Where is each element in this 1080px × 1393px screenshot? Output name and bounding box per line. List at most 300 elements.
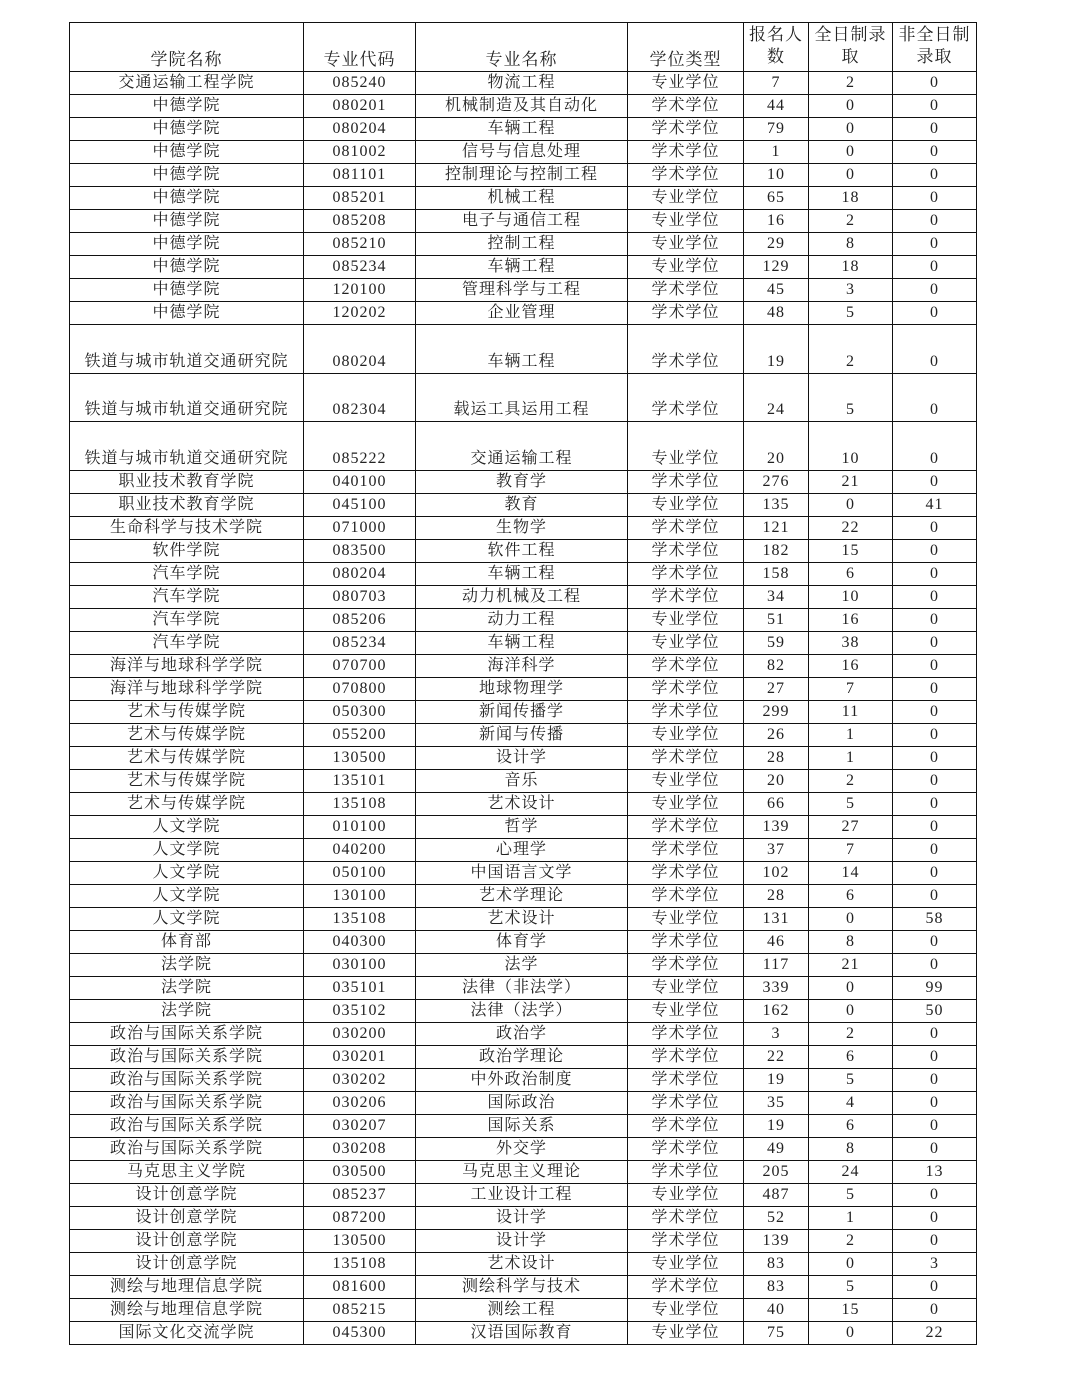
cell-major-name: 音乐 — [416, 769, 628, 792]
cell-parttime-admitted: 22 — [893, 1321, 977, 1344]
cell-parttime-admitted: 0 — [893, 1298, 977, 1321]
cell-parttime-admitted: 0 — [893, 95, 977, 118]
cell-fulltime-admitted: 14 — [809, 861, 893, 884]
cell-fulltime-admitted: 0 — [809, 95, 893, 118]
cell-fulltime-admitted: 8 — [809, 930, 893, 953]
cell-fulltime-admitted: 0 — [809, 907, 893, 930]
cell-fulltime-admitted: 5 — [809, 792, 893, 815]
cell-degree-type: 专业学位 — [628, 1252, 744, 1275]
cell-parttime-admitted: 0 — [893, 470, 977, 493]
header-degree-type: 学位类型 — [628, 23, 744, 72]
cell-college: 中德学院 — [70, 233, 304, 256]
cell-degree-type: 学术学位 — [628, 953, 744, 976]
cell-applicants: 45 — [744, 279, 809, 302]
cell-applicants: 52 — [744, 1206, 809, 1229]
cell-college: 中德学院 — [70, 141, 304, 164]
cell-major-code: 030206 — [304, 1091, 416, 1114]
cell-degree-type: 学术学位 — [628, 373, 744, 422]
cell-parttime-admitted: 0 — [893, 256, 977, 279]
cell-degree-type: 专业学位 — [628, 493, 744, 516]
cell-fulltime-admitted: 18 — [809, 256, 893, 279]
cell-parttime-admitted: 0 — [893, 72, 977, 95]
cell-parttime-admitted: 0 — [893, 838, 977, 861]
cell-degree-type: 学术学位 — [628, 118, 744, 141]
cell-degree-type: 专业学位 — [628, 976, 744, 999]
cell-applicants: 37 — [744, 838, 809, 861]
cell-fulltime-admitted: 0 — [809, 493, 893, 516]
table-row — [70, 373, 977, 422]
cell-college: 艺术与传媒学院 — [70, 769, 304, 792]
cell-major-code: 120100 — [304, 279, 416, 302]
cell-applicants: 20 — [744, 769, 809, 792]
cell-college: 人文学院 — [70, 815, 304, 838]
cell-fulltime-admitted: 6 — [809, 884, 893, 907]
cell-major-code: 120202 — [304, 302, 416, 325]
cell-applicants: 44 — [744, 95, 809, 118]
cell-major-code: 030202 — [304, 1068, 416, 1091]
cell-major-name: 控制理论与控制工程 — [416, 164, 628, 187]
table-row — [70, 141, 977, 164]
cell-major-code: 135108 — [304, 792, 416, 815]
cell-parttime-admitted: 0 — [893, 1045, 977, 1068]
header-major-name: 专业名称 — [416, 23, 628, 72]
cell-applicants: 19 — [744, 325, 809, 374]
cell-degree-type: 专业学位 — [628, 1183, 744, 1206]
cell-major-name: 物流工程 — [416, 72, 628, 95]
cell-fulltime-admitted: 0 — [809, 164, 893, 187]
cell-major-name: 交通运输工程 — [416, 422, 628, 471]
cell-fulltime-admitted: 7 — [809, 838, 893, 861]
cell-degree-type: 学术学位 — [628, 585, 744, 608]
table-row — [70, 256, 977, 279]
cell-fulltime-admitted: 5 — [809, 1183, 893, 1206]
cell-college: 测绘与地理信息学院 — [70, 1298, 304, 1321]
table-row — [70, 1160, 977, 1183]
cell-applicants: 121 — [744, 516, 809, 539]
cell-fulltime-admitted: 8 — [809, 233, 893, 256]
cell-applicants: 49 — [744, 1137, 809, 1160]
cell-applicants: 48 — [744, 302, 809, 325]
table-row — [70, 279, 977, 302]
cell-major-name: 法学 — [416, 953, 628, 976]
cell-major-name: 教育学 — [416, 470, 628, 493]
cell-applicants: 82 — [744, 654, 809, 677]
cell-college: 设计创意学院 — [70, 1206, 304, 1229]
cell-degree-type: 专业学位 — [628, 187, 744, 210]
cell-degree-type: 学术学位 — [628, 95, 744, 118]
cell-major-name: 外交学 — [416, 1137, 628, 1160]
cell-degree-type: 专业学位 — [628, 769, 744, 792]
cell-major-name: 国际关系 — [416, 1114, 628, 1137]
cell-parttime-admitted: 0 — [893, 1114, 977, 1137]
cell-degree-type: 学术学位 — [628, 1206, 744, 1229]
cell-college: 中德学院 — [70, 164, 304, 187]
cell-degree-type: 专业学位 — [628, 907, 744, 930]
cell-applicants: 75 — [744, 1321, 809, 1344]
cell-parttime-admitted: 58 — [893, 907, 977, 930]
cell-fulltime-admitted: 0 — [809, 141, 893, 164]
cell-major-name: 艺术设计 — [416, 1252, 628, 1275]
cell-parttime-admitted: 0 — [893, 279, 977, 302]
cell-parttime-admitted: 0 — [893, 210, 977, 233]
cell-major-name: 电子与通信工程 — [416, 210, 628, 233]
cell-college: 生命科学与技术学院 — [70, 516, 304, 539]
cell-degree-type: 学术学位 — [628, 654, 744, 677]
table-row — [70, 861, 977, 884]
cell-college: 人文学院 — [70, 838, 304, 861]
cell-fulltime-admitted: 5 — [809, 1275, 893, 1298]
cell-parttime-admitted: 0 — [893, 1022, 977, 1045]
table-row — [70, 792, 977, 815]
cell-degree-type: 学术学位 — [628, 539, 744, 562]
cell-degree-type: 学术学位 — [628, 677, 744, 700]
cell-degree-type: 学术学位 — [628, 1275, 744, 1298]
table-row — [70, 325, 977, 374]
table-row — [70, 930, 977, 953]
cell-college: 汽车学院 — [70, 562, 304, 585]
cell-major-code: 085206 — [304, 608, 416, 631]
table-row — [70, 1137, 977, 1160]
cell-college: 铁道与城市轨道交通研究院 — [70, 325, 304, 374]
cell-degree-type: 学术学位 — [628, 1160, 744, 1183]
cell-college: 汽车学院 — [70, 608, 304, 631]
cell-degree-type: 学术学位 — [628, 1137, 744, 1160]
cell-major-code: 085240 — [304, 72, 416, 95]
cell-applicants: 131 — [744, 907, 809, 930]
cell-college: 政治与国际关系学院 — [70, 1091, 304, 1114]
cell-major-name: 中外政治制度 — [416, 1068, 628, 1091]
cell-fulltime-admitted: 18 — [809, 187, 893, 210]
cell-major-name: 载运工具运用工程 — [416, 373, 628, 422]
cell-major-name: 法律（法学） — [416, 999, 628, 1022]
table-row — [70, 1183, 977, 1206]
cell-major-name: 机械制造及其自动化 — [416, 95, 628, 118]
cell-applicants: 139 — [744, 815, 809, 838]
cell-major-name: 教育 — [416, 493, 628, 516]
header-row — [70, 23, 977, 72]
cell-major-code: 135108 — [304, 907, 416, 930]
cell-fulltime-admitted: 38 — [809, 631, 893, 654]
cell-applicants: 487 — [744, 1183, 809, 1206]
cell-parttime-admitted: 0 — [893, 141, 977, 164]
table-row — [70, 118, 977, 141]
cell-applicants: 22 — [744, 1045, 809, 1068]
cell-fulltime-admitted: 22 — [809, 516, 893, 539]
cell-fulltime-admitted: 6 — [809, 1114, 893, 1137]
cell-parttime-admitted: 0 — [893, 1229, 977, 1252]
cell-applicants: 158 — [744, 562, 809, 585]
table-row — [70, 95, 977, 118]
cell-parttime-admitted: 0 — [893, 118, 977, 141]
cell-major-name: 动力机械及工程 — [416, 585, 628, 608]
cell-major-code: 080204 — [304, 118, 416, 141]
cell-fulltime-admitted: 16 — [809, 654, 893, 677]
cell-major-name: 设计学 — [416, 1206, 628, 1229]
cell-college: 中德学院 — [70, 302, 304, 325]
cell-major-name: 软件工程 — [416, 539, 628, 562]
cell-degree-type: 学术学位 — [628, 516, 744, 539]
table-row — [70, 723, 977, 746]
cell-fulltime-admitted: 0 — [809, 976, 893, 999]
cell-applicants: 102 — [744, 861, 809, 884]
table-row — [70, 700, 977, 723]
cell-parttime-admitted: 99 — [893, 976, 977, 999]
cell-applicants: 28 — [744, 746, 809, 769]
cell-parttime-admitted: 0 — [893, 562, 977, 585]
cell-college: 人文学院 — [70, 884, 304, 907]
cell-college: 法学院 — [70, 999, 304, 1022]
cell-fulltime-admitted: 2 — [809, 210, 893, 233]
cell-major-name: 国际政治 — [416, 1091, 628, 1114]
cell-degree-type: 学术学位 — [628, 838, 744, 861]
cell-parttime-admitted: 0 — [893, 884, 977, 907]
cell-fulltime-admitted: 7 — [809, 677, 893, 700]
cell-degree-type: 学术学位 — [628, 1022, 744, 1045]
cell-applicants: 46 — [744, 930, 809, 953]
cell-major-code: 030201 — [304, 1045, 416, 1068]
table-row — [70, 1252, 977, 1275]
cell-major-code: 035101 — [304, 976, 416, 999]
cell-fulltime-admitted: 3 — [809, 279, 893, 302]
cell-degree-type: 学术学位 — [628, 815, 744, 838]
cell-applicants: 19 — [744, 1068, 809, 1091]
header-college: 学院名称 — [70, 23, 304, 72]
cell-parttime-admitted: 0 — [893, 608, 977, 631]
cell-applicants: 51 — [744, 608, 809, 631]
cell-college: 体育部 — [70, 930, 304, 953]
cell-applicants: 59 — [744, 631, 809, 654]
cell-degree-type: 专业学位 — [628, 1298, 744, 1321]
cell-applicants: 28 — [744, 884, 809, 907]
table-row — [70, 233, 977, 256]
table-row — [70, 1022, 977, 1045]
cell-major-name: 测绘工程 — [416, 1298, 628, 1321]
cell-fulltime-admitted: 2 — [809, 1229, 893, 1252]
cell-major-name: 新闻与传播 — [416, 723, 628, 746]
cell-degree-type: 学术学位 — [628, 325, 744, 374]
cell-major-name: 生物学 — [416, 516, 628, 539]
cell-fulltime-admitted: 11 — [809, 700, 893, 723]
cell-college: 设计创意学院 — [70, 1252, 304, 1275]
cell-major-code: 085215 — [304, 1298, 416, 1321]
cell-degree-type: 学术学位 — [628, 930, 744, 953]
table-row — [70, 1045, 977, 1068]
cell-degree-type: 专业学位 — [628, 233, 744, 256]
cell-college: 政治与国际关系学院 — [70, 1068, 304, 1091]
cell-parttime-admitted: 3 — [893, 1252, 977, 1275]
cell-degree-type: 专业学位 — [628, 1321, 744, 1344]
cell-parttime-admitted: 0 — [893, 325, 977, 374]
cell-applicants: 16 — [744, 210, 809, 233]
cell-major-code: 080204 — [304, 562, 416, 585]
cell-parttime-admitted: 0 — [893, 631, 977, 654]
cell-major-code: 050300 — [304, 700, 416, 723]
cell-major-name: 政治学理论 — [416, 1045, 628, 1068]
cell-parttime-admitted: 0 — [893, 373, 977, 422]
cell-fulltime-admitted: 8 — [809, 1137, 893, 1160]
cell-fulltime-admitted: 6 — [809, 562, 893, 585]
cell-major-name: 艺术设计 — [416, 907, 628, 930]
cell-major-name: 地球物理学 — [416, 677, 628, 700]
cell-parttime-admitted: 0 — [893, 769, 977, 792]
cell-college: 政治与国际关系学院 — [70, 1137, 304, 1160]
cell-major-code: 050100 — [304, 861, 416, 884]
table-row — [70, 1229, 977, 1252]
cell-applicants: 83 — [744, 1275, 809, 1298]
cell-applicants: 83 — [744, 1252, 809, 1275]
cell-applicants: 182 — [744, 539, 809, 562]
cell-parttime-admitted: 0 — [893, 700, 977, 723]
cell-fulltime-admitted: 21 — [809, 953, 893, 976]
cell-major-code: 045100 — [304, 493, 416, 516]
cell-major-name: 控制工程 — [416, 233, 628, 256]
cell-fulltime-admitted: 5 — [809, 1068, 893, 1091]
cell-applicants: 276 — [744, 470, 809, 493]
cell-major-name: 艺术设计 — [416, 792, 628, 815]
cell-degree-type: 专业学位 — [628, 608, 744, 631]
table-row — [70, 1275, 977, 1298]
cell-college: 政治与国际关系学院 — [70, 1045, 304, 1068]
cell-applicants: 34 — [744, 585, 809, 608]
cell-parttime-admitted: 0 — [893, 422, 977, 471]
cell-college: 铁道与城市轨道交通研究院 — [70, 373, 304, 422]
cell-parttime-admitted: 0 — [893, 861, 977, 884]
cell-major-code: 135108 — [304, 1252, 416, 1275]
cell-fulltime-admitted: 0 — [809, 118, 893, 141]
cell-fulltime-admitted: 4 — [809, 1091, 893, 1114]
table-row — [70, 953, 977, 976]
cell-degree-type: 专业学位 — [628, 210, 744, 233]
cell-degree-type: 学术学位 — [628, 1091, 744, 1114]
cell-degree-type: 学术学位 — [628, 1229, 744, 1252]
cell-major-name: 哲学 — [416, 815, 628, 838]
cell-major-name: 设计学 — [416, 746, 628, 769]
table-row — [70, 1206, 977, 1229]
cell-degree-type: 学术学位 — [628, 470, 744, 493]
table-row — [70, 999, 977, 1022]
cell-degree-type: 学术学位 — [628, 1045, 744, 1068]
cell-college: 法学院 — [70, 976, 304, 999]
cell-major-name: 工业设计工程 — [416, 1183, 628, 1206]
cell-parttime-admitted: 0 — [893, 187, 977, 210]
cell-major-code: 040200 — [304, 838, 416, 861]
cell-fulltime-admitted: 10 — [809, 585, 893, 608]
cell-fulltime-admitted: 21 — [809, 470, 893, 493]
cell-college: 中德学院 — [70, 210, 304, 233]
cell-fulltime-admitted: 2 — [809, 1022, 893, 1045]
cell-college: 艺术与传媒学院 — [70, 746, 304, 769]
cell-college: 政治与国际关系学院 — [70, 1022, 304, 1045]
cell-college: 中德学院 — [70, 279, 304, 302]
cell-parttime-admitted: 0 — [893, 654, 977, 677]
cell-major-code: 135101 — [304, 769, 416, 792]
cell-fulltime-admitted: 15 — [809, 539, 893, 562]
cell-major-name: 设计学 — [416, 1229, 628, 1252]
cell-major-code: 085210 — [304, 233, 416, 256]
cell-degree-type: 学术学位 — [628, 279, 744, 302]
cell-major-code: 085208 — [304, 210, 416, 233]
cell-fulltime-admitted: 2 — [809, 769, 893, 792]
admissions-table — [69, 22, 977, 1345]
cell-college: 职业技术教育学院 — [70, 470, 304, 493]
cell-major-name: 中国语言文学 — [416, 861, 628, 884]
cell-major-name: 动力工程 — [416, 608, 628, 631]
cell-major-name: 艺术学理论 — [416, 884, 628, 907]
cell-major-code: 080201 — [304, 95, 416, 118]
cell-parttime-admitted: 0 — [893, 1275, 977, 1298]
header-fulltime-admitted: 全日制录取 — [809, 23, 893, 72]
cell-college: 交通运输工程学院 — [70, 72, 304, 95]
cell-major-code: 085222 — [304, 422, 416, 471]
table-row — [70, 72, 977, 95]
cell-parttime-admitted: 41 — [893, 493, 977, 516]
cell-applicants: 3 — [744, 1022, 809, 1045]
cell-major-code: 070700 — [304, 654, 416, 677]
cell-applicants: 40 — [744, 1298, 809, 1321]
cell-degree-type: 学术学位 — [628, 562, 744, 585]
cell-applicants: 65 — [744, 187, 809, 210]
cell-degree-type: 专业学位 — [628, 723, 744, 746]
cell-major-code: 030200 — [304, 1022, 416, 1045]
cell-applicants: 10 — [744, 164, 809, 187]
cell-major-name: 车辆工程 — [416, 118, 628, 141]
cell-applicants: 139 — [744, 1229, 809, 1252]
cell-college: 人文学院 — [70, 861, 304, 884]
cell-major-code: 080703 — [304, 585, 416, 608]
cell-college: 设计创意学院 — [70, 1229, 304, 1252]
table-row — [70, 631, 977, 654]
cell-major-code: 081002 — [304, 141, 416, 164]
cell-major-code: 030207 — [304, 1114, 416, 1137]
cell-parttime-admitted: 0 — [893, 302, 977, 325]
cell-major-name: 车辆工程 — [416, 325, 628, 374]
table-row — [70, 164, 977, 187]
cell-parttime-admitted: 0 — [893, 1068, 977, 1091]
cell-applicants: 339 — [744, 976, 809, 999]
cell-applicants: 66 — [744, 792, 809, 815]
cell-major-name: 管理科学与工程 — [416, 279, 628, 302]
table-row — [70, 746, 977, 769]
cell-major-name: 新闻传播学 — [416, 700, 628, 723]
cell-applicants: 27 — [744, 677, 809, 700]
cell-fulltime-admitted: 0 — [809, 1321, 893, 1344]
cell-major-name: 马克思主义理论 — [416, 1160, 628, 1183]
cell-parttime-admitted: 0 — [893, 539, 977, 562]
cell-degree-type: 学术学位 — [628, 164, 744, 187]
cell-parttime-admitted: 0 — [893, 164, 977, 187]
cell-parttime-admitted: 50 — [893, 999, 977, 1022]
cell-college: 汽车学院 — [70, 631, 304, 654]
cell-college: 艺术与传媒学院 — [70, 792, 304, 815]
cell-college: 海洋与地球科学学院 — [70, 654, 304, 677]
table-row — [70, 539, 977, 562]
cell-major-code: 130100 — [304, 884, 416, 907]
cell-fulltime-admitted: 0 — [809, 999, 893, 1022]
cell-degree-type: 专业学位 — [628, 792, 744, 815]
cell-major-code: 085237 — [304, 1183, 416, 1206]
cell-major-code: 040300 — [304, 930, 416, 953]
cell-college: 艺术与传媒学院 — [70, 700, 304, 723]
cell-major-name: 体育学 — [416, 930, 628, 953]
cell-major-code: 035102 — [304, 999, 416, 1022]
cell-major-code: 030208 — [304, 1137, 416, 1160]
cell-major-code: 010100 — [304, 815, 416, 838]
cell-major-code: 030500 — [304, 1160, 416, 1183]
cell-major-code: 087200 — [304, 1206, 416, 1229]
table-row — [70, 1091, 977, 1114]
cell-parttime-admitted: 0 — [893, 1206, 977, 1229]
cell-fulltime-admitted: 24 — [809, 1160, 893, 1183]
